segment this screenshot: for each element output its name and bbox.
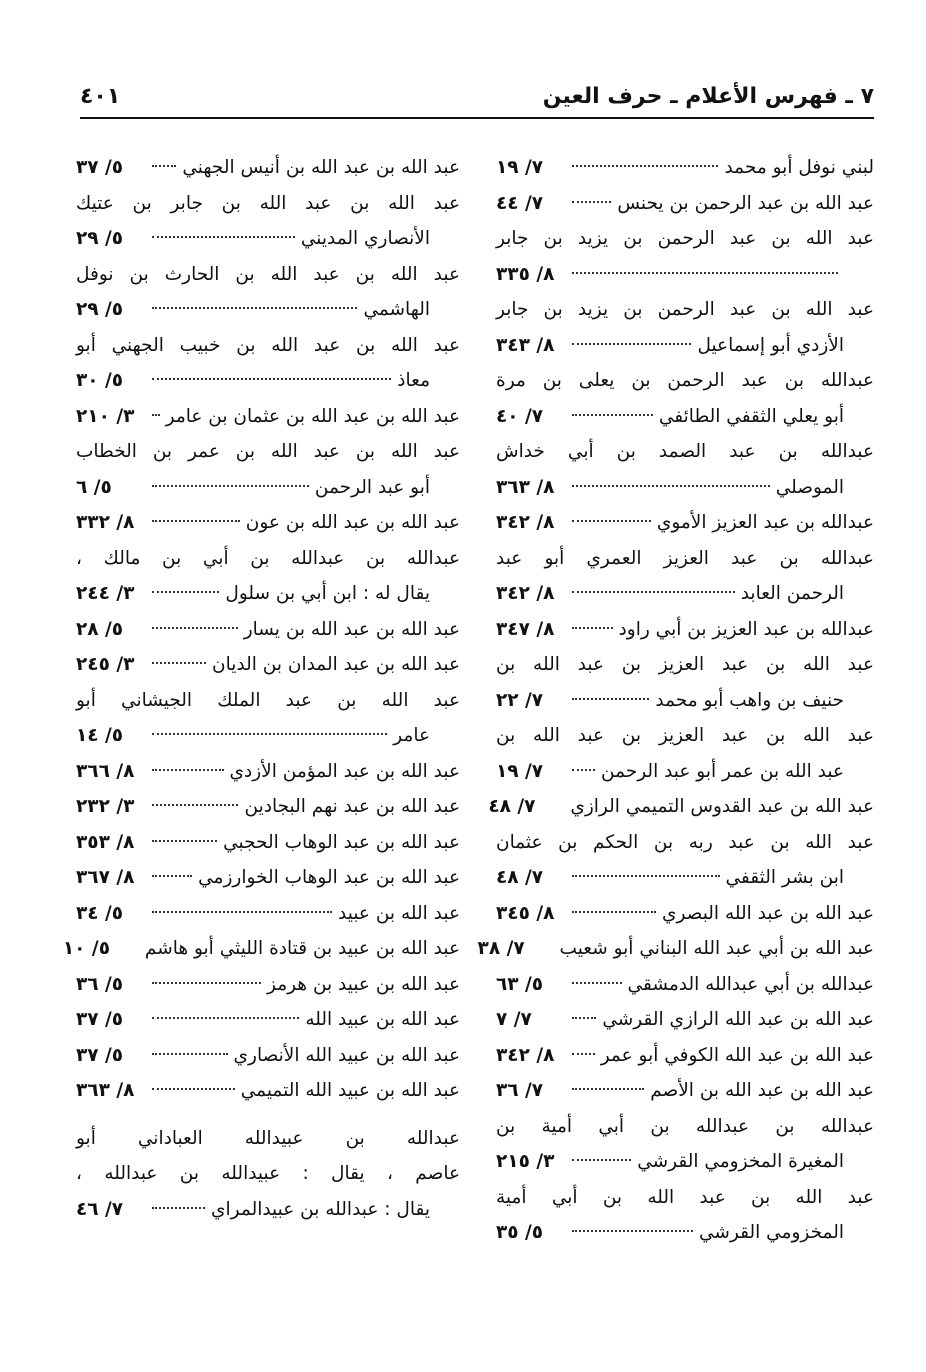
entry-name: عبد الله بن عبيد الله الأنصاري: [233, 1044, 460, 1066]
entry-ref-line: [76, 896, 460, 932]
entry-name: أبو يعلي الثقفي الطائفي: [658, 405, 844, 427]
entry-ref-line: [76, 221, 460, 257]
index-entry: [496, 292, 874, 363]
index-entry: [76, 399, 460, 435]
entry-name: الأنصاري المديني: [300, 228, 430, 249]
entry-ref-line: [76, 825, 460, 861]
volume-page-ref: ٨/ ٣٣٢: [76, 512, 135, 533]
entry-ref-line: [488, 789, 874, 825]
volume-page-ref: ٨/ ٣٦٧: [76, 867, 135, 888]
entry-ref-line: [496, 1144, 874, 1180]
entry-name: عبد الله بن عبيد بن هرمز: [266, 973, 460, 995]
index-entry: [496, 612, 874, 648]
entry-ref-line: [496, 860, 874, 896]
index-entry: [76, 328, 460, 399]
entry-name: عبدالله بن عبد العزيز الأموي: [656, 512, 874, 533]
volume-page-ref: ٧/ ١٩: [496, 760, 544, 782]
volume-page-ref: ٨/ ٣٤٥: [496, 902, 555, 924]
entry-ref-line: [76, 1073, 460, 1109]
volume-page-ref: ٣/ ٢١٠: [76, 405, 135, 427]
leader-dots: [152, 911, 332, 913]
index-entry: [496, 1109, 874, 1180]
leader-dots: [572, 272, 838, 274]
entry-line: عبد الله بن عبد الله بن خبيب الجهني أبو: [76, 334, 460, 356]
index-entry: [496, 1180, 874, 1251]
entry-name: الموصلي: [775, 476, 844, 498]
leader-dots: [152, 414, 160, 416]
leader-dots: [152, 165, 176, 167]
entry-name: عامر: [393, 725, 430, 746]
page-header: [80, 82, 874, 116]
leader-dots: [152, 840, 217, 842]
entry-name: معاذ: [397, 370, 430, 391]
volume-page-ref: ٨/ ٣٤٢: [496, 512, 555, 533]
entry-ref-line: [76, 363, 460, 399]
leader-dots: [572, 911, 656, 913]
entry-ref-line: [496, 150, 874, 186]
entry-ref-line: [76, 754, 460, 790]
entry-line: عبد الله بن عبد الله بن الحارث بن نوفل: [76, 263, 460, 285]
entry-line: عبدالله بن عبدالله بن أبي بن مالك ،: [76, 547, 460, 569]
leader-dots: [572, 875, 720, 877]
entry-name: عبد الله بن عبيد الله التميمي: [240, 1080, 460, 1101]
entry-ref-line: [76, 150, 460, 186]
volume-page-ref: ٧/ ١٩: [496, 157, 544, 178]
entry-ref-line: [496, 1002, 874, 1038]
index-entry: [76, 1073, 460, 1109]
entry-name: الأزدي أبو إسماعيل: [697, 334, 844, 356]
entry-name: عبد الله بن عبد الرحمن بن يحنس: [617, 192, 874, 214]
leader-dots: [152, 733, 387, 735]
index-entry: [76, 505, 460, 541]
entry-name: عبد الله بن عبد الله البصري: [661, 902, 874, 924]
leader-dots: [152, 1207, 205, 1209]
entry-line: عبد الله بن عبد العزيز بن عبد الله بن: [496, 725, 874, 746]
entry-ref-line: [496, 257, 874, 293]
index-entry: [76, 1121, 460, 1228]
entry-name: عبد الله بن عبيد بن قتادة الليثي أبو هاشم: [144, 938, 460, 959]
entry-name: عبد الله بن عبد القدوس التميمي الرازي: [570, 796, 874, 817]
index-entry: [496, 221, 874, 292]
entry-line: عبد الله بن عبد الملك الجيشاني أبو: [76, 689, 460, 711]
entry-line: عبد الله بن عبد الرحمن بن يزيد بن جابر: [496, 228, 874, 249]
leader-dots: [152, 1053, 228, 1055]
entry-line: عبدالله بن عبدالله بن أبي أمية بن: [496, 1115, 874, 1137]
volume-page-ref: ٧/ ٧: [496, 1009, 532, 1030]
entry-name: عبد الله بن عبد الله بن أنيس الجهني: [182, 157, 460, 178]
entry-gap: [76, 1109, 460, 1121]
leader-dots: [572, 769, 595, 771]
leader-dots: [152, 236, 295, 238]
entry-name: حنيف بن واهب أبو محمد: [655, 689, 844, 711]
entry-name: عبد الله بن عبد الله بن عون: [245, 512, 460, 533]
entry-line: عبد الله بن عبد العزيز بن عبد الله بن: [496, 654, 874, 675]
entry-ref-line: [496, 1215, 874, 1251]
volume-page-ref: ٨/ ٣٤٧: [496, 618, 555, 640]
entry-line: عبدالله بن عبد العزيز العمري أبو عبد: [496, 547, 874, 569]
volume-page-ref: ٧/ ٤٠: [496, 405, 544, 427]
entry-line: عبد الله بن عبد ربه بن الحكم بن عثمان: [496, 831, 874, 853]
running-title: ٧ ـ فهرس الأعلام ـ حرف العين: [542, 84, 874, 109]
leader-dots: [152, 662, 206, 664]
leader-dots: [572, 485, 770, 487]
entry-ref-line: [76, 612, 460, 648]
volume-page-ref: ٥/ ٣٧: [76, 157, 124, 178]
entry-ref-line: [496, 967, 874, 1003]
leader-dots: [152, 804, 238, 806]
entry-line: عبدالله بن عبيدالله العباداني أبو: [76, 1127, 460, 1149]
entry-ref-line: [76, 860, 460, 896]
entry-ref-line: [496, 470, 874, 506]
entry-name: المخزومي القرشي: [698, 1222, 844, 1243]
leader-dots: [572, 414, 653, 416]
entry-name: عبد الله بن عبد الله الكوفي أبو عمر: [600, 1044, 874, 1066]
entry-name: الرحمن العابد: [740, 583, 844, 604]
volume-page-ref: ٧/ ٢٢: [496, 689, 544, 711]
index-entry: [76, 1002, 460, 1038]
index-column-left: [62, 150, 460, 1282]
volume-page-ref: ٨/ ٣٦٣: [76, 1080, 135, 1101]
volume-page-ref: ٧/ ٣٨: [477, 938, 525, 959]
entry-ref-line: [496, 505, 874, 541]
volume-page-ref: ٥/ ٦٣: [496, 973, 544, 995]
entry-ref-line: [496, 328, 874, 364]
index-column-right: [477, 150, 874, 1282]
entry-line: عبد الله بن عبد الرحمن بن يزيد بن جابر: [496, 299, 874, 320]
entry-ref-line: [477, 931, 874, 967]
volume-page-ref: ٧/ ٤٤: [496, 192, 544, 214]
entry-name: عبد الله بن عبد نهم البجادين: [244, 796, 460, 817]
index-entry: [496, 647, 874, 718]
entry-name: عبد الله بن عبيد الله: [305, 1009, 460, 1030]
entry-ref-line: [496, 399, 874, 435]
leader-dots: [152, 1088, 235, 1090]
volume-page-ref: ٣/ ٢٣٢: [76, 796, 135, 817]
index-entry: [62, 931, 460, 967]
entry-ref-line: [76, 576, 460, 612]
index-entry: [76, 1038, 460, 1074]
volume-page-ref: ٥/ ٣٧: [76, 1044, 124, 1066]
index-entry: [496, 896, 874, 932]
entry-line: عبد الله بن عبد الله بن عمر بن الخطاب: [76, 441, 460, 462]
index-entry: [496, 718, 874, 789]
index-entry: [496, 150, 874, 186]
entry-name: يقال له : ابن أبي بن سلول: [225, 583, 430, 604]
entry-name: عبدالله بن عبد العزيز بن أبي راود: [618, 618, 874, 640]
entry-name: الهاشمي: [363, 299, 430, 320]
entry-ref-line: [496, 1073, 874, 1109]
index-entry: [76, 541, 460, 612]
entry-name: المغيرة المخزومي القرشي: [637, 1151, 844, 1172]
entry-name: عبد الله بن عبد الوهاب الحجبي: [223, 831, 460, 853]
leader-dots: [152, 627, 238, 629]
index-entry: [496, 505, 874, 541]
volume-page-ref: ٣/ ٢١٥: [496, 1151, 555, 1172]
volume-page-ref: ٥/ ٣٠: [76, 370, 124, 391]
index-entry: [496, 1073, 874, 1109]
index-entry: [76, 612, 460, 648]
volume-page-ref: ٣/ ٢٤٥: [76, 654, 135, 675]
leader-dots: [572, 1053, 595, 1055]
entry-ref-line: [76, 789, 460, 825]
volume-page-ref: ٥/ ٣٤: [76, 902, 124, 924]
index-entry: [76, 150, 460, 186]
entry-ref-line: [76, 399, 460, 435]
index-entry: [496, 434, 874, 505]
entry-ref-line: [496, 754, 874, 790]
leader-dots: [152, 520, 240, 522]
entry-name: عبدالله بن أبي عبدالله الدمشقي: [627, 973, 874, 995]
leader-dots: [572, 627, 613, 629]
entry-ref-line: [496, 1038, 874, 1074]
entry-ref-line: [76, 967, 460, 1003]
entry-name: عبد الله بن عمر أبو عبد الرحمن: [601, 760, 844, 782]
leader-dots: [572, 165, 718, 167]
volume-page-ref: ٥/ ١٤: [76, 725, 124, 746]
volume-page-ref: ٨/ ٣٤٣: [496, 334, 555, 356]
volume-page-ref: ٨/ ٣٦٣: [496, 476, 555, 498]
leader-dots: [572, 201, 611, 203]
leader-dots: [572, 1088, 644, 1090]
leader-dots: [152, 378, 391, 380]
index-entry: [496, 967, 874, 1003]
leader-dots: [572, 591, 735, 593]
entry-name: أبو عبد الرحمن: [314, 476, 430, 498]
volume-page-ref: ٥/ ٢٩: [76, 299, 124, 320]
index-entry: [496, 825, 874, 896]
entry-ref-line: [76, 718, 460, 754]
index-entry: [76, 896, 460, 932]
leader-dots: [152, 982, 261, 984]
index-entry: [496, 186, 874, 222]
leader-dots: [152, 1017, 299, 1019]
leader-dots: [152, 769, 224, 771]
volume-page-ref: ٧/ ٤٦: [76, 1198, 124, 1220]
entry-ref-line: [496, 612, 874, 648]
entry-ref-line: [496, 576, 874, 612]
index-entry: [477, 931, 874, 967]
leader-dots: [572, 1017, 596, 1019]
entry-ref-line: [76, 1002, 460, 1038]
page-number: ٤٠١: [80, 84, 121, 109]
entry-ref-line: [76, 1038, 460, 1074]
leader-dots: [152, 875, 192, 877]
volume-page-ref: ٥/ ١٠: [62, 938, 110, 959]
entry-ref-line: [76, 1192, 460, 1228]
leader-dots: [152, 307, 357, 309]
index-entry: [76, 825, 460, 861]
entry-name: عبد الله بن عبد الله بن يسار: [243, 618, 460, 640]
entry-ref-line: [496, 896, 874, 932]
index-entry: [76, 647, 460, 683]
entry-name: عبد الله بن عبد الله بن الأصم: [650, 1080, 874, 1101]
volume-page-ref: ٥/ ٦: [76, 476, 112, 498]
volume-page-ref: ٣/ ٢٤٤: [76, 583, 135, 604]
entry-name: عبد الله بن عبد الله الرازي القرشي: [602, 1009, 874, 1030]
header-rule: [80, 117, 874, 119]
volume-page-ref: ٨/ ٣٤٢: [496, 583, 555, 604]
volume-page-ref: ٥/ ٣٦: [76, 973, 124, 995]
index-entry: [76, 434, 460, 505]
entry-line: عبدالله بن عبد الرحمن بن يعلى بن مرة: [496, 370, 874, 391]
entry-name: عبد الله بن أبي عبد الله البناني أبو شعيب: [559, 938, 874, 959]
leader-dots: [572, 343, 691, 345]
entry-name: ابن بشر الثقفي: [725, 867, 844, 888]
volume-page-ref: ٧/ ٣٦: [496, 1080, 544, 1101]
entry-ref-line: [62, 931, 460, 967]
index-entry: [76, 257, 460, 328]
leader-dots: [572, 1159, 631, 1161]
index-entry: [76, 860, 460, 896]
entry-name: عبد الله بن عبيد: [338, 902, 460, 924]
index-entry: [496, 541, 874, 612]
entry-name: يقال : عبدالله بن عبيدالمراي: [211, 1198, 430, 1220]
entry-ref-line: [76, 505, 460, 541]
entry-ref-line: [496, 683, 874, 719]
leader-dots: [572, 698, 649, 700]
volume-page-ref: ٥/ ٣٥: [496, 1222, 544, 1243]
entry-line: عاصم ، يقال : عبيدالله بن عبدالله ،: [76, 1163, 460, 1184]
volume-page-ref: ٨/ ٣٦٦: [76, 760, 135, 782]
entry-name: لبني نوفل أبو محمد: [724, 157, 874, 178]
leader-dots: [152, 485, 309, 487]
entry-ref-line: [76, 470, 460, 506]
entry-line: عبد الله بن عبد الله بن جابر بن عتيك: [76, 192, 460, 214]
volume-page-ref: ٨/ ٣٥٣: [76, 831, 135, 853]
index-entry: [76, 967, 460, 1003]
entry-name: عبد الله بن عبد المؤمن الأزدي: [229, 760, 460, 782]
volume-page-ref: ٧/ ٤٨: [496, 867, 544, 888]
index-entry: [496, 1038, 874, 1074]
volume-page-ref: ٥/ ٢٩: [76, 228, 124, 249]
index-entry: [76, 789, 460, 825]
entry-line: عبدالله بن عبد الصمد بن أبي خداش: [496, 441, 874, 462]
index-entry: [76, 754, 460, 790]
volume-page-ref: ٧/ ٤٨: [488, 796, 536, 817]
index-entry: [76, 186, 460, 257]
leader-dots: [572, 520, 651, 522]
leader-dots: [572, 982, 622, 984]
entry-ref-line: [76, 292, 460, 328]
index-entry: [496, 363, 874, 434]
volume-page-ref: ٥/ ٣٧: [76, 1009, 124, 1030]
entry-name: عبد الله بن عبد الله بن عثمان بن عامر: [165, 405, 460, 427]
index-entry: [496, 1002, 874, 1038]
volume-page-ref: ٨/ ٣٤٢: [496, 1044, 555, 1066]
entry-ref-line: [76, 647, 460, 683]
leader-dots: [152, 591, 219, 593]
index-entry: [76, 683, 460, 754]
volume-page-ref: ٥/ ٢٨: [76, 618, 124, 640]
entry-name: عبد الله بن عبد الوهاب الخوارزمي: [198, 867, 460, 888]
leader-dots: [572, 1230, 693, 1232]
entry-name: عبد الله بن عبد المدان بن الديان: [212, 654, 460, 675]
entry-ref-line: [496, 186, 874, 222]
entry-line: عبد الله بن عبد الله بن أبي أمية: [496, 1186, 874, 1208]
index-entry: [488, 789, 874, 825]
volume-page-ref: ٨/ ٣٣٥: [496, 263, 555, 285]
